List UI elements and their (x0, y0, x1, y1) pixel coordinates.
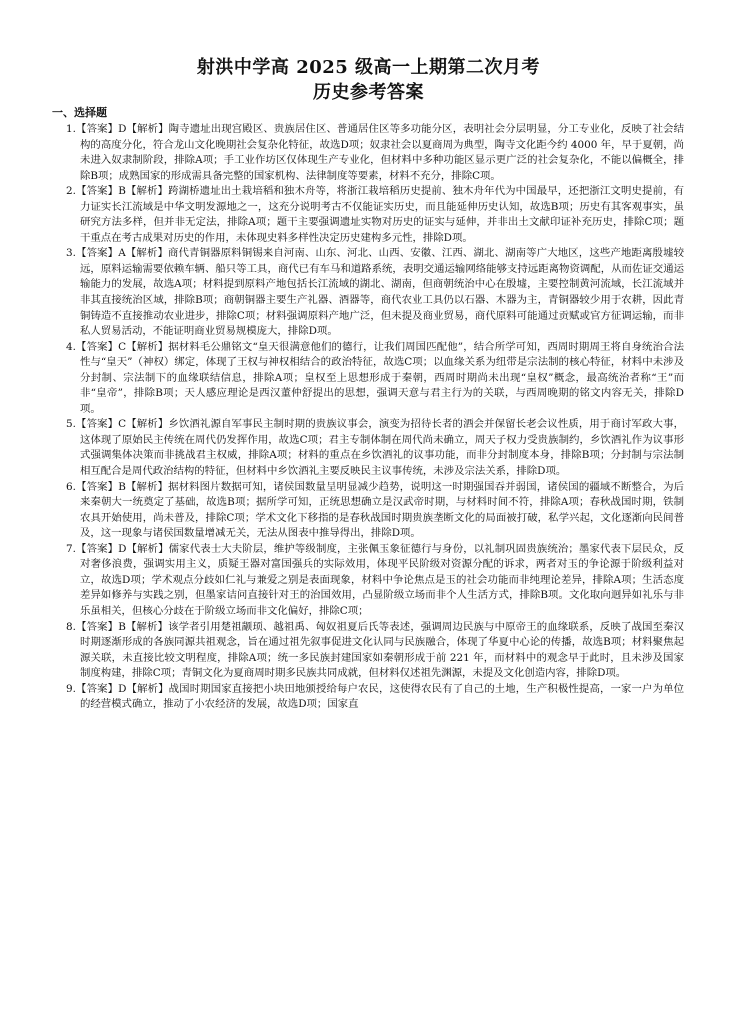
question-number: 8. (66, 620, 76, 633)
question-item (58, 480, 684, 542)
question-text: 【答案】B【解析】该学者引用楚祖颛顼、越祖禹、匈奴祖夏后氏等表述，强调周边民族与中原帝王的血缘联系，反映了战国至秦汉时期逐渐形成的各族同源共祖观念，旨在通过祖先叙事促进文化认同与民族融合，体现了华夏中心论的传播，故选B项；材料聚焦起源关联，未直接比较文明程度，排除A项；统一多民族封建国家如秦朝形成于前 221 年，而材料中的观念早于此时，且未涉及国家制度构建，排除C项；青铜文化为夏商周时期多民族共同成就，但材料仅述祖先渊源，未提及文化创造内容，排除D项。 (75, 620, 684, 680)
question-item (58, 340, 684, 418)
question-text: 【答案】D【解析】儒家代表士大夫阶层，维护等级制度，主张佩玉象征德行与身份，以礼制巩固贵族统治；墨家代表下层民众，反对奢侈浪费，强调实用主义，质疑王器对富国强兵的实际效用，体现平民阶级对资源分配的诉求，两者对玉的争论源于阶级利益对立，故选D项；学术观点分歧如仁礼与兼爱之别是表面现象，材料中争论焦点是玉的社会功能而非纯理论差异，排除A项；生活态度差异如修养与实践之别，但墨家诘问直接针对王的治国效用，凸显阶级立场而非个人生活方式，排除B项。文化取向迥异如礼乐与非乐虽相关，但核心分歧在于阶级立场而非文化偏好，排除C项； (75, 542, 684, 617)
question-number: 9. (66, 682, 76, 695)
question-number: 6. (66, 480, 76, 493)
section-heading: 一、选择题 (52, 106, 107, 119)
question-text: 【答案】B【解析】据材料图片数据可知，诸侯国数量呈明显减少趋势，说明这一时期强国吞并弱国，诸侯国的疆域不断整合，为后来秦朝大一统奠定了基础，故选B项；据所学可知，正统思想确立是汉武帝时期，与材料时间不符，排除A项；春秋战国时期，铁制农具开始使用，尚未普及，排除C项；学术文化下移指的是春秋战国时期贵族垄断文化的局面被打破，私学兴起，文化逐渐向民间普及，这一现象与诸侯国数量增减无关，无法从图表中推导得出，排除D项。 (75, 480, 684, 540)
page-title: 射洪中学高 2025 级高一上期第二次月考 (196, 57, 541, 78)
question-text: 【答案】A【解析】商代青铜器原料铜锡来自河南、山东、河北、山西、安徽、江西、湖北、湖南等广大地区，这些产地距离殷墟较远，原料运输需要依赖车辆、船只等工具，商代已有车马和道路系统，表明交通运输网络能够支持远距离物资调配，从而佐证交通运输能力的发展，故选A项；材料提到原料产地包括长江流域的湖北、湖南，但商朝统治中心在殷墟，主要控制黄河流域，长江流域并非其直接统治区域，排除B项；商朝铜器主要生产礼器、酒器等，商代农业工具仍以石器、木器为主，青铜器较少用于农耕，因此青铜铸造不直接推动农业进步，排除C项；材料强调原料产地广泛，但未提及商业贸易，商代原料可能通过贡赋或官方征调运输，而非私人贸易活动，不能证明商业贸易规模庞大，排除D项。 (75, 247, 684, 338)
question-item (58, 184, 684, 246)
question-text: 【答案】B【解析】跨湖桥遗址出土栽培稻和独木舟等，将浙江栽培稻历史提前、独木舟年代为中国最早，还把浙江文明史提前，有力证实长江流域是中华文明发源地之一，这充分说明考古不仅能证实历史，而且能延伸历史认知，故选B项；历史有其客观事实，虽研究方法多样，但并非无定法，排除A项；题干主要强调遗址实物对历史的证实与延伸，并非出土文献印证补充历史，排除C项；题干重点在考古成果对历史的作用，未体现史料多样性决定历史建构多元性，排除D项。 (75, 185, 684, 244)
question-item (58, 246, 684, 339)
question-item (58, 682, 684, 713)
question-text: 【答案】C【解析】乡饮酒礼源自军事民主制时期的贵族议事会，演变为招待长者的酒会并保留长老会议性质，用于商讨军政大事，这体现了原始民主传统在周代仍发挥作用，故选C项；君主专制体制在周代尚未确立，周天子权力受贵族制约，乡饮酒礼作为议事形式强调集体决策而非挑战君主权威，排除A项；材料的重点在乡饮酒礼的议事功能，而非分封制度本身，排除B项；分封制与宗法制相互配合是周代政治结构的特征，但材料中乡饮酒礼主要反映民主议事传统，未涉及宗法关系，排除D项。 (75, 418, 684, 478)
question-number: 4. (66, 340, 76, 353)
question-item (58, 122, 684, 184)
question-number: 3. (66, 247, 76, 260)
question-number: 2. (66, 185, 76, 198)
question-item (58, 542, 684, 620)
question-list (58, 122, 684, 713)
question-number: 7. (66, 542, 76, 555)
question-text: 【答案】D【解析】战国时期国家直接把小块田地颁授给每户农民，这使得农民有了自己的土地，生产积极性提高，一家一户为单位的经营模式确立，推动了小农经济的发展，故选D项；国家直 (75, 682, 684, 711)
question-item (58, 620, 684, 682)
question-number: 1. (66, 123, 76, 135)
question-number: 5. (66, 418, 76, 431)
question-text: 【答案】D【解析】陶寺遗址出现宫殿区、贵族居住区、普通居住区等多功能分区，表明社会分层明显，分工专业化，反映了社会结构的高度分化，符合龙山文化晚期社会复杂化特征，故选D项；奴隶社会以夏商周为典型，陶寺文化距今约 4000 年，早于夏朝，尚未进入奴隶制阶段，排除A项；手工业作坊区仅体现生产专业化，但材料中多种功能区显示更广泛的社会复杂化，不能以偏概全，排除B项；成熟国家的形成需具备完整的国家机构、法律制度等要素，材料不充分，排除C项。 (75, 123, 684, 182)
question-item (58, 417, 684, 479)
question-text: 【答案】C【解析】据材料毛公鼎铭文“皇天很满意他们的德行，让我们周国匹配他”，结合所学可知，西周时期周王将自身统治合法性与“皇天”（神权）绑定，体现了王权与神权相结合的政治特征，故选C项；以血缘关系为纽带是宗法制的核心特征，材料中未涉及分封制、宗法制下的血缘联结信息，排除A项；皇权至上思想形成于秦朝，西周时期尚未出现“皇权”概念，最高统治者称“王”而非“皇帝”，排除B项；天人感应理论是西汉董仲舒提出的思想，强调天意与君主行为的关联，与西周晚期的铭文内容无关，排除D项。 (75, 340, 684, 415)
page-subtitle: 历史参考答案 (313, 82, 424, 103)
